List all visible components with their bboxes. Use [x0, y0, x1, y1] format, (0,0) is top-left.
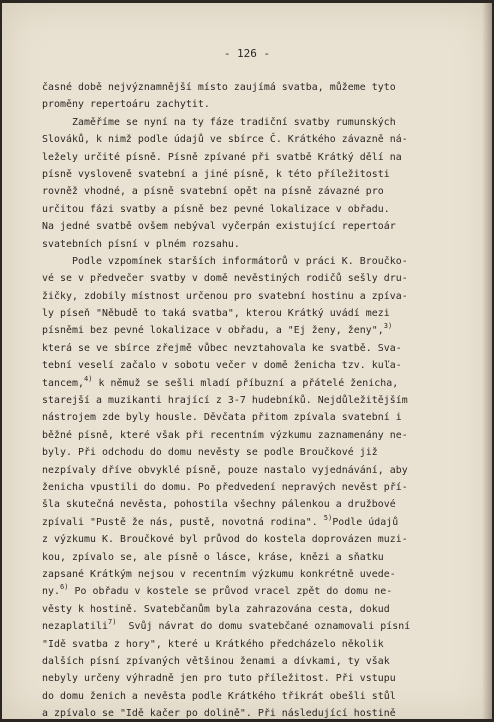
text-line-26: [42, 514, 472, 531]
text-line-18: [42, 375, 472, 392]
page-number: - 126 -: [223, 47, 271, 60]
text-line-13: žičky, zdobily místnost určenou pro svatební hostinu a zpíva-: [42, 290, 408, 302]
text-line-4: Slováků, k nimž podle údajů ve sbírce Č. Krátkého závazně ná-: [42, 134, 408, 146]
text-line-30-end: Po obřadu v kostele se průvod vracel zpět do domu ne-: [68, 586, 393, 598]
text-line-5: ležely určité písně. Písně zpívané při svatbě Krátký dělí na: [42, 151, 402, 163]
text-line-6: písně vysloveně svatební a jiné písně, k této příležitosti: [42, 168, 390, 180]
text-line-17: tební veselí začalo v sobotu večer v domě ženicha tzv. kuľa-: [42, 360, 402, 372]
footnote-ref-6: 6): [60, 583, 69, 592]
text-line-32-start: nezaplatili: [42, 621, 108, 633]
text-line-15: [42, 322, 472, 339]
text-line-26-start: zpívali "Pustě že nás, pustě, novotná rodina".: [42, 516, 324, 528]
text-line-33: "Idě svatba z hory", které u Krátkého předcházelo několik: [42, 638, 384, 650]
text-line-11: Podle vzpomínek starších informátorů v práci K. Broučko-: [42, 255, 408, 267]
text-line-15-content: písněmi bez pevné lokalizace v obřadu, a "Ej ženy, ženy",: [42, 325, 384, 337]
footnote-ref-5: 5): [323, 513, 333, 522]
text-line-2: proměny repertoáru zachytit.: [42, 99, 210, 111]
text-line-8: určitou fázi svatby a písně bez pevné lokalizace v obřadu.: [42, 203, 390, 215]
text-line-26-end: Podle údajů: [332, 516, 399, 528]
text-line-30-start: ny.: [42, 586, 60, 598]
text-line-14: ly píseň "Něbudě to taká svatba", kterou Krátký uvádí mezi: [42, 308, 390, 320]
page-edge-shadow: [482, 3, 492, 719]
text-line-18-start: tancem,: [42, 377, 84, 389]
text-line-30: [42, 583, 472, 600]
text-line-25: šla skutečná nevěsta, pohostila všechny pálenkou a družbové: [42, 499, 396, 511]
text-line-37: a zpívalo se "Idě kačer po dolině". Při následující hostině: [42, 708, 396, 720]
text-line-34: dalších písní zpívaných většinou ženami a dívkami, ty však: [42, 655, 390, 667]
text-line-32: [42, 618, 472, 635]
footnote-ref-3: 3): [383, 322, 393, 331]
text-line-22: byly. Při odchodu do domu nevěsty se podle Broučkové již: [42, 447, 378, 459]
text-line-31: věsty k hostině. Svatebčanům byla zahrazována cesta, dokud: [42, 603, 390, 615]
body-text: [42, 79, 472, 722]
text-line-24: ženicha vpustili do domu. Po předvedení nepravých nevěst pří-: [42, 481, 408, 493]
text-line-19: starejší a muzikanti hrající z 3-7 hudebníků. Nejdůležitějším: [42, 395, 408, 407]
text-line-29: zapsané Krátkým nejsou v recentním výzkumu konkrétně uvede-: [42, 568, 396, 580]
footnote-ref-7: 7): [107, 618, 117, 627]
text-line-27: z výzkumu K. Broučkové byl průvod do kostela doprovázen muzi-: [42, 534, 408, 546]
text-line-16: která se ve sbírce zřejmě vůbec nevztahovala ke svatbě. Sva-: [42, 342, 402, 354]
text-line-32-end: Svůj návrat do domu svatebčané oznamovali písní: [116, 621, 411, 633]
text-line-10: svatebních písní v plném rozsahu.: [42, 238, 240, 250]
text-line-35: nebyly určeny výhradně jen pro tuto příležitost. Při vstupu: [42, 673, 396, 685]
text-line-20: nástrojem zde byly housle. Děvčata přitom zpívala svatební i: [42, 412, 402, 424]
text-line-7: rovněž vhodné, a písně svatební opět na písně závazné pro: [42, 186, 384, 198]
text-line-21: běžné písně, které však při recentním výzkumu zaznamenány ne-: [42, 429, 408, 441]
text-line-28: kou, zpívalo se, ale písně o lásce, kráse, knězi a sňatku: [42, 551, 384, 563]
document-page: [2, 3, 492, 719]
footnote-ref-4: 4): [83, 374, 93, 383]
text-line-9: Na jedné svatbě ovšem nebýval vyčerpán existující repertoár: [42, 221, 396, 233]
text-line-23: nezpívaly dříve obvyklé písně, pouze nastalo vyjednávání, aby: [42, 464, 408, 476]
text-line-1: časné době nejvýznamnější místo zaujímá svatba, můžeme tyto: [42, 82, 396, 93]
text-line-36: do domu ženich a nevěsta podle Krátkého třikrát obešli stůl: [42, 690, 396, 702]
text-line-3: Zaměříme se nyní na ty fáze tradiční svatby rumunských: [42, 116, 396, 128]
text-line-12: vé se v předvečer svatby v domě nevěstiných rodičů sešly dru-: [42, 273, 408, 285]
text-line-18-end: k němuž se sešli mladí příbuzní a přátelé ženicha,: [92, 377, 399, 389]
